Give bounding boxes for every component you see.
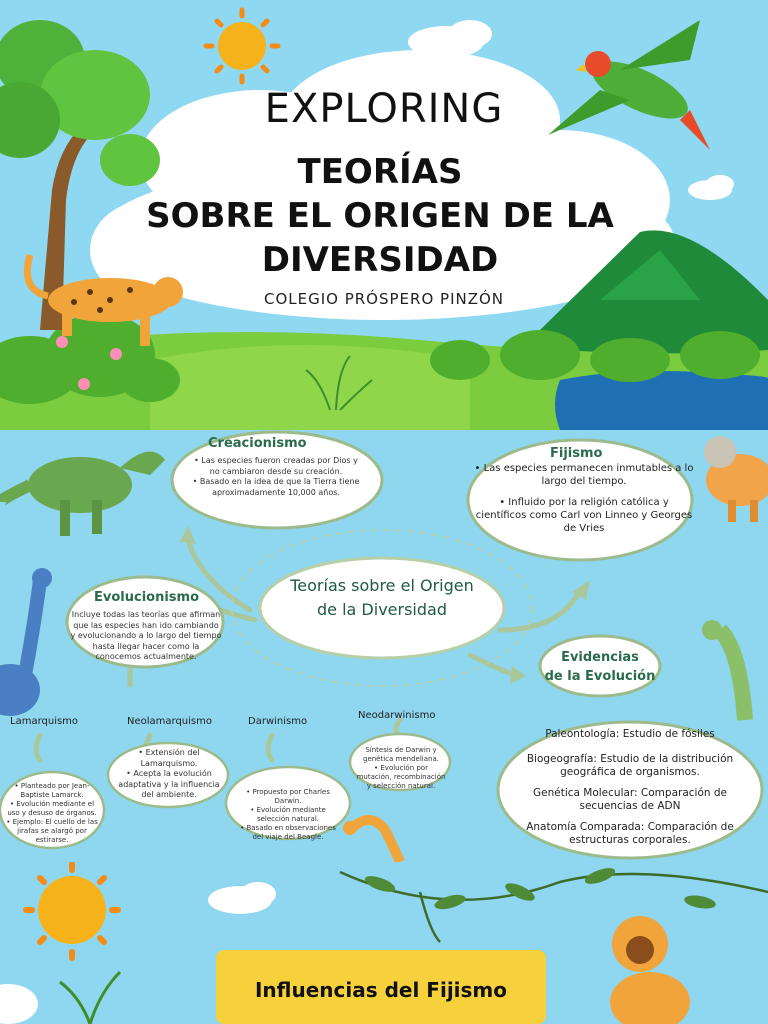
- center-title-line: de la Diversidad: [317, 600, 447, 619]
- title-scene: [0, 0, 768, 430]
- neolamarquismo-text: • Extensión del Lamarquismo. • Acepta la evolución adaptativa y la influencia del ambiente.: [118, 748, 220, 799]
- creacionismo-title: Creacionismo: [208, 436, 307, 451]
- darwinismo-text: • Propuesto por Charles Darwin. • Evolución mediante selección natural. • Basado en observaciones del viaje del Beagle.: [240, 788, 336, 841]
- influencias-banner: Influencias del Fijismo: [216, 950, 546, 1024]
- evidencia-item: Genética Molecular: Comparación de secuencias de ADN: [532, 787, 727, 812]
- sun-icon: [206, 10, 278, 82]
- darwinismo-label: Darwinismo: [248, 716, 308, 727]
- snake-illustration: [343, 820, 400, 862]
- evidencia-item: Biogeografía: Estudio de la distribución geográfica de organismos.: [526, 753, 734, 778]
- lamarquismo-label: Lamarquismo: [10, 716, 79, 727]
- concept-map: [0, 430, 768, 862]
- evidencias-list: [515, 728, 745, 847]
- neodarwinismo-label: Neodarwinismo: [358, 710, 436, 721]
- school-name: COLEGIO PRÓSPERO PINZÓN: [263, 290, 505, 308]
- fijismo-text: [474, 462, 694, 535]
- evolucionismo-title: Evolucionismo: [94, 590, 200, 605]
- neodarwinismo-text: Síntesis de Darwin y genética mendeliana. • Evolución por mutación, recombinación y selección natural.: [356, 746, 446, 790]
- sun-icon: [26, 864, 118, 958]
- evidencias-title-line: de la Evolución: [544, 669, 656, 684]
- dinosaur-orange-illustration: [704, 436, 768, 522]
- monkey-illustration: [610, 916, 690, 1024]
- fijismo-title: Fijismo: [550, 446, 603, 461]
- influencias-scene: [0, 862, 768, 1024]
- creacionismo-text: [190, 456, 362, 498]
- exploring-heading: EXPLORING: [264, 86, 504, 132]
- fijismo-bullet: • Las especies permanecen inmutables a lo largo del tiempo.: [474, 463, 694, 487]
- evolucionismo-text: Incluye todas las teorías que afirman que las especies han ido cambiando y evolucionando a lo largo del tiempo hasta llegar hacer como la conocemos actualmente.: [70, 610, 222, 661]
- title-line: SOBRE EL ORIGEN DE LA: [146, 196, 614, 236]
- neolamarquismo-label: Neolamarquismo: [127, 716, 212, 727]
- dinosaur-green-illustration: [0, 452, 165, 536]
- fijismo-bullet: • Influido por la religión católica y científicos como Carl von Linneo y Georges de Vries: [475, 497, 693, 534]
- concept-map-center-title: [255, 574, 509, 622]
- page-title: [120, 150, 640, 282]
- lake: [555, 371, 768, 430]
- evidencias-title-line: Evidencias: [561, 650, 639, 665]
- evidencias-title: [540, 648, 660, 686]
- title-line: TEORÍAS: [297, 152, 463, 192]
- evidencia-item: Anatomía Comparada: Comparación de estructuras corporales.: [526, 821, 734, 846]
- lamarquismo-text: • Planteado por Jean-Baptiste Lamarck. • Evolución mediante el uso y desuso de órganos. • Ejemplo: El cuello de las jirafas se alargó por estirarse.: [6, 782, 98, 844]
- dinosaur-longneck-illustration: [702, 620, 745, 720]
- palm-leaves: [60, 972, 120, 1024]
- creacionismo-bullet: • Las especies fueron creadas por Dios y no cambiaron desde su creación.: [194, 456, 358, 476]
- center-title-line: Teorías sobre el Origen: [290, 576, 474, 595]
- creacionismo-bullet: • Basado en la idea de que la Tierra tiene aproximadamente 10,000 años.: [192, 477, 360, 497]
- dinosaur-blue-illustration: [0, 568, 52, 716]
- evidencia-item: Paleontología: Estudio de fósiles: [545, 728, 715, 740]
- title-line: DIVERSIDAD: [261, 240, 499, 280]
